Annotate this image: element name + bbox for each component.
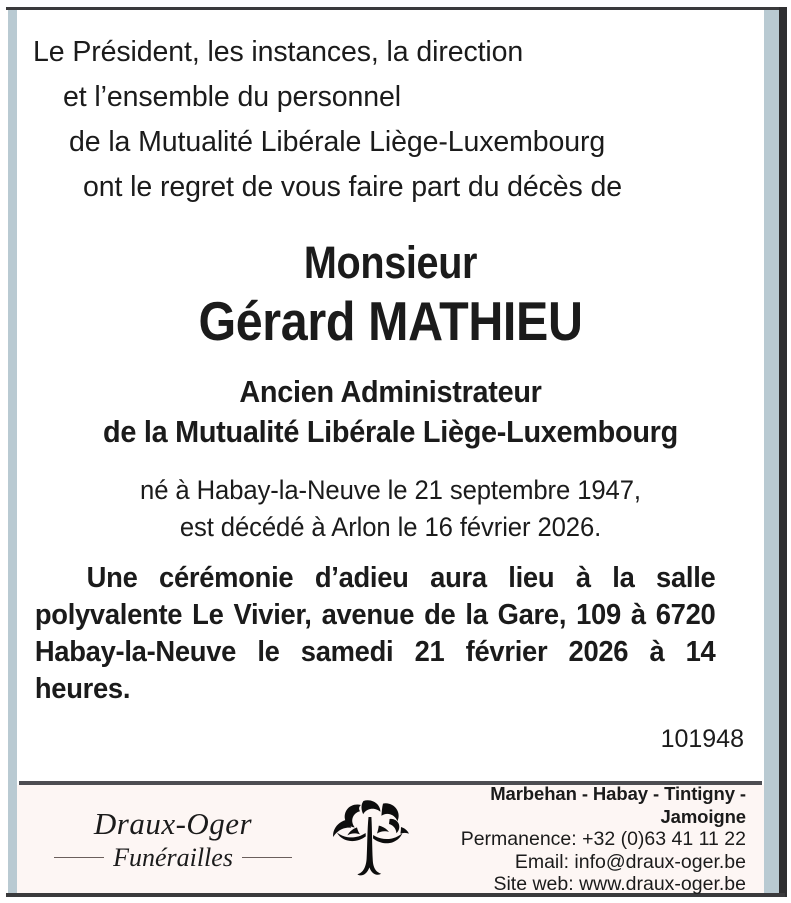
opening-line-4: ont le regret de vous faire part du décès de [83, 171, 623, 203]
funeral-home-subtitle-row [23, 843, 323, 873]
opening-line-1: Le Président, les instances, la direction [33, 36, 524, 68]
death-line: est décédé à Arlon le 16 février 2026. [179, 512, 602, 542]
life-dates [49, 472, 732, 546]
deceased-name: Gérard MATHIEU [198, 290, 583, 352]
announcement-opening [31, 30, 750, 210]
left-gutter-bar [8, 10, 17, 893]
notice-card [17, 10, 764, 896]
ceremony-details: Une cérémonie d’adieu aura lieu à la salle polyvalente Le Vivier, avenue de la Gare, 109 à 6720 Habay-la-Neuve le samedi 21 février 2026 à 14 heures. [34, 562, 716, 705]
ornament-dash-left [54, 857, 104, 859]
funeral-home-subtitle: Funérailles [113, 842, 233, 872]
right-edge-rule [779, 7, 787, 897]
right-gutter-bar [764, 10, 779, 893]
phone-number: Permanence: +32 (0)63 41 11 22 [460, 828, 746, 851]
birth-line: né à Habay-la-Neuve le 21 septembre 1947, [140, 475, 641, 505]
tree-logo [323, 797, 419, 881]
reference-number: 101948 [660, 725, 744, 753]
funeral-home-name: Draux-Oger [93, 805, 253, 841]
funeral-home-brand [23, 806, 323, 873]
deceased-role [56, 372, 725, 452]
email-address: Email: info@draux-oger.be [514, 850, 746, 873]
website-url: Site web: www.draux-oger.be [493, 873, 746, 896]
role-line-1: Ancien Administrateur [239, 374, 542, 409]
funeral-home-footer [17, 783, 764, 896]
deceased-name-block [31, 236, 750, 352]
opening-line-2: et l’ensemble du personnel [63, 81, 402, 113]
ornament-dash-right [242, 857, 292, 859]
service-towns: Marbehan - Habay - Tintigny - Jamoigne [490, 783, 746, 828]
notice-content [17, 10, 764, 781]
role-line-2: de la Mutualité Libérale Liège-Luxembourg [103, 414, 678, 449]
deceased-honorific: Monsieur [303, 237, 478, 288]
funeral-home-contact [419, 782, 754, 896]
opening-line-3: de la Mutualité Libérale Liège-Luxembourg [69, 126, 606, 158]
